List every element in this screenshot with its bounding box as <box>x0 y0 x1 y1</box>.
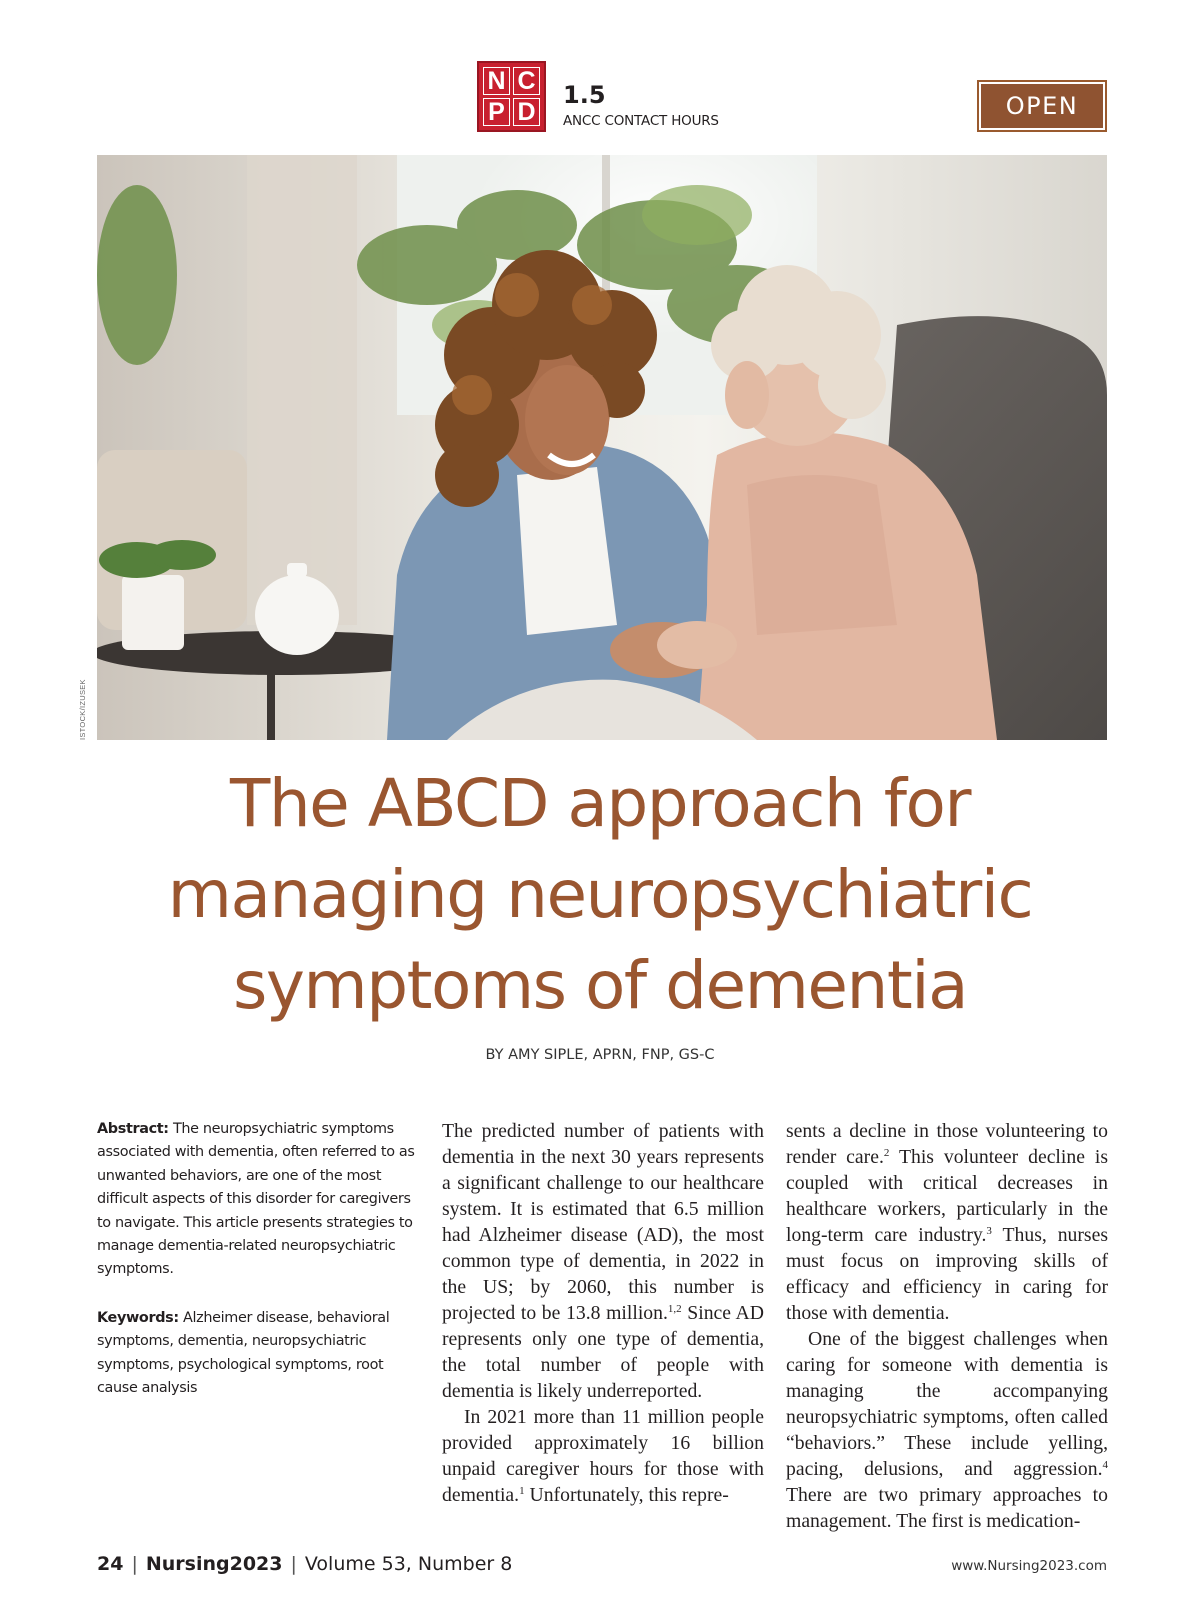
open-badge-label: OPEN <box>981 84 1103 128</box>
keywords <box>97 1307 419 1401</box>
contact-hours-label: ANCC CONTACT HOURS <box>563 113 719 129</box>
journal-name: Nursing2023 <box>145 1553 283 1575</box>
title-line: managing neuropsychiatric <box>167 856 1033 933</box>
body-text: This volunteer decline is coupled with critical decreases in healthcare workers, particularly in the long-term care industry. <box>786 1146 1108 1246</box>
reference-marker: 1,2 <box>667 1303 682 1315</box>
article-title <box>60 758 1140 1031</box>
body-text: sents a decline in those volunteering to render care. <box>786 1120 1108 1168</box>
logo-letter: P <box>483 98 510 126</box>
abstract <box>97 1118 419 1282</box>
journal-url[interactable]: www.Nursing2023.com <box>951 1558 1107 1574</box>
contact-hours-value: 1.5 <box>563 81 606 109</box>
body-text: Unfortunately, this repre- <box>524 1484 729 1506</box>
title-line: The ABCD approach for <box>230 765 970 842</box>
body-text: Thus, nurses must focus on improving skills of efficacy and efficiency in caring for those with dementia. <box>786 1224 1108 1324</box>
photo-credit: ISTOCK/IZUSEK <box>78 679 87 740</box>
logo-letter: N <box>483 67 510 95</box>
article-photo <box>97 155 1107 740</box>
reference-marker: 1 <box>519 1485 525 1497</box>
logo-letter: D <box>513 98 540 126</box>
reference-marker: 4 <box>1102 1459 1108 1471</box>
keywords-text: Alzheimer disease, behavioral symptoms, dementia, neuropsychiatric symptoms, psychological symptoms, root cause analysis <box>97 1310 390 1397</box>
page-number: 24 <box>97 1553 124 1575</box>
logo-letter: C <box>513 67 540 95</box>
title-line: symptoms of dementia <box>232 947 968 1024</box>
body-text: The predicted number of patients with dementia in the next 30 years represents a significant challenge to our healthcare system. It is estimated that 6.5 million had Alzheimer disease (AD), the most common type of dementia, in 2022 in the US; by 2060, this number is projected to be 13.8 million. <box>442 1120 764 1324</box>
ncpd-logo <box>477 61 546 132</box>
reference-marker: 3 <box>986 1225 992 1237</box>
keywords-label: Keywords: <box>97 1310 179 1326</box>
body-text: There are two primary approaches to management. The first is medication- <box>786 1484 1108 1532</box>
body-text: In 2021 more than 11 million people provided approximately 16 billion unpaid caregiver hours for those with dementia. <box>442 1406 764 1506</box>
body-paragraph <box>442 1404 764 1508</box>
abstract-text: The neuropsychiatric symptoms associated with dementia, often referred to as unwanted behaviors, are one of the most difficult aspects of this disorder for caregivers to navigate. This article presents strategies to manage dementia-related neuropsychiatric symptoms. <box>97 1121 415 1278</box>
body-paragraph <box>442 1118 764 1404</box>
page-footer <box>97 1553 512 1575</box>
abstract-label: Abstract: <box>97 1121 169 1137</box>
body-text: Since AD represents only one type of dementia, the total number of people with dementia is likely underreported. <box>442 1302 764 1402</box>
body-paragraph <box>786 1326 1108 1534</box>
body-column-middle <box>442 1118 764 1508</box>
footer-divider: | <box>131 1553 138 1575</box>
byline: BY AMY SIPLE, APRN, FNP, GS-C <box>485 1047 715 1063</box>
reference-marker: 2 <box>883 1147 890 1159</box>
body-column-right <box>786 1118 1108 1534</box>
open-access-badge <box>977 80 1107 132</box>
body-text: One of the biggest challenges when caring for someone with dementia is managing the accompanying neuropsychiatric symptoms, often called “behaviors.” These include yelling, pacing, delusions, and aggression. <box>786 1328 1108 1480</box>
issue-info: Volume 53, Number 8 <box>304 1553 513 1575</box>
body-paragraph <box>786 1118 1108 1326</box>
footer-divider: | <box>290 1553 297 1575</box>
